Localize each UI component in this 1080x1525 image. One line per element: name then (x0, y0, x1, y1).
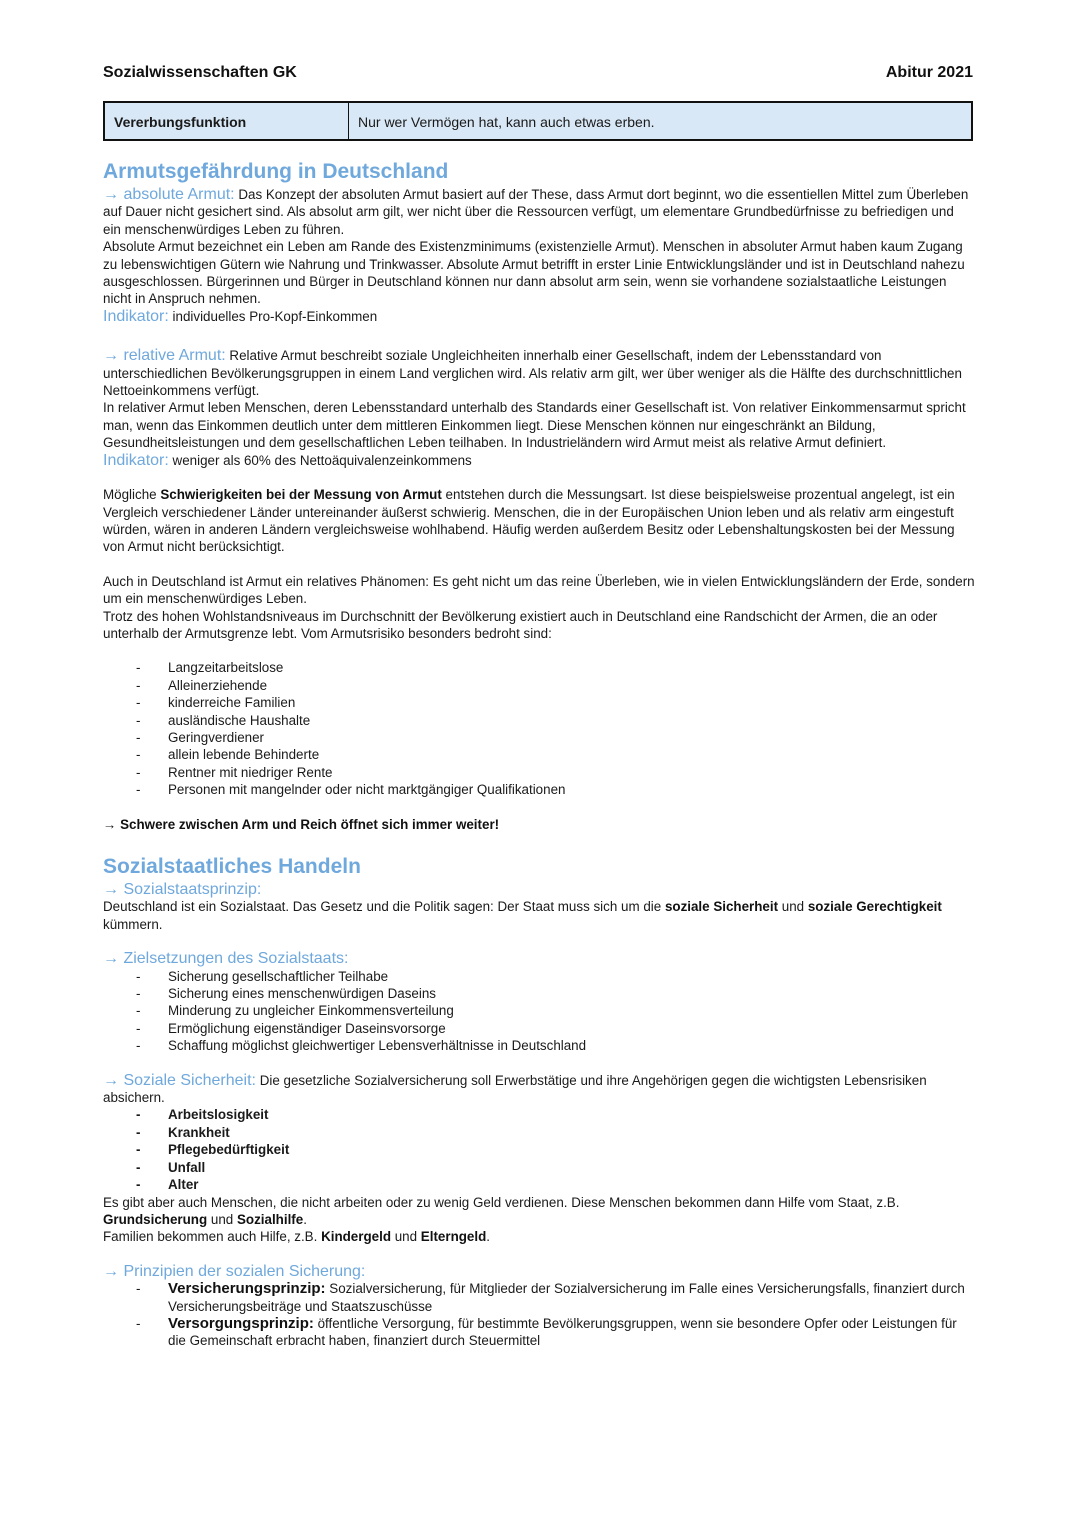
list-item: - Krankheit (133, 1124, 975, 1141)
absolute-armut-label: → absolute Armut: (103, 186, 235, 203)
prinzipien-label: → Prinzipien der sozialen Sicherung: (103, 1262, 366, 1280)
list-item: - Minderung zu ungleicher Einkommensverteilung (133, 1002, 975, 1019)
relative-armut-paragraph-2: In relativer Armut leben Menschen, deren Lebensstandard unterhalb des Standards einer Gesellschaft ist. Von relativer Einkommensarmut spricht man, wenn das Einkommen deutlich unter dem mittleren Einkommen liegt. Diese Menschen können nur eingeschränkt an Bildung, Gesundheitsleistungen und dem gesellschaftlichen Leben teilhaben. In Industrieländern wird Armut meist als relative Armut definiert. (103, 400, 966, 451)
list-item: - kinderreiche Familien (133, 694, 975, 711)
relative-indicator: Indikator: weniger als 60% des Nettoäquivalenzeinkommens (103, 451, 472, 469)
list-item: - ausländische Haushalte (133, 712, 975, 729)
soziale-sicherheit-label: → Soziale Sicherheit: (103, 1071, 256, 1089)
list-item: - Geringverdiener (133, 729, 975, 746)
list-item: - Schaffung möglichst gleichwertiger Lebensverhältnisse in Deutschland (133, 1037, 975, 1054)
absolute-armut-paragraph-2: Absolute Armut bezeichnet ein Leben am Rande des Existenzminimums (existenzielle Armut). Menschen in absoluter Armut haben kaum Zugang zu lebenswichtigen Gütern wie Nahrung und Trinkwasser. Absolute Armut betrifft in erster Linie Entwicklungsländer und ist in Deutschland nahezu ausgeschlossen. Bürgerinnen und Bürger in Deutschland können nur dann absolut arm sein, wenn sie vorhandene sozialstaatliche Leistungen nicht in Anspruch nehmen. (103, 239, 965, 307)
main-content (103, 158, 975, 1350)
conclusion: → Schwere zwischen Arm und Reich öffnet sich immer weiter! (103, 816, 500, 832)
table-term: Vererbungsfunktion (105, 103, 349, 139)
absolute-armut-paragraph: → absolute Armut: Das Konzept der absoluten Armut basiert auf der These, dass Armut dort beginnt, wo die essentiellen Mittel zum Überleben auf Dauer nicht gesichert sind. Als absolut arm gilt, wer nicht über die Ressourcen verfügt, um elementare Grundbedürfnisse zu befriedigen und ein menschenwürdiges Leben zu führen. (103, 186, 969, 237)
sozialstaatsprinzip-label: → Sozialstaatsprinzip: (103, 881, 262, 898)
goal-list (103, 968, 975, 1055)
family-help-paragraph: Familien bekommen auch Hilfe, z.B. Kindergeld und Elterngeld. (103, 1229, 491, 1245)
germany-paragraph-1: Auch in Deutschland ist Armut ein relatives Phänomen: Es geht nicht um das reine Überleben, wie in vielen Entwicklungsländern der Erde, sondern um ein menschenwürdiges Leben. (103, 573, 975, 607)
list-item: - Langzeitarbeitslose (133, 659, 975, 676)
list-item: - Arbeitslosigkeit (133, 1106, 975, 1123)
risk-group-list (103, 659, 975, 798)
list-item: - Sicherung gesellschaftlicher Teilhabe (133, 968, 975, 985)
list-item: - Unfall (133, 1159, 975, 1176)
section-title-sozialstaat: Sozialstaatliches Handeln (103, 855, 361, 878)
principle-list (103, 1280, 975, 1350)
subject-title: Sozialwissenschaften GK (103, 64, 297, 81)
sozialstaatsprinzip-text: Deutschland ist ein Sozialstaat. Das Gesetz und die Politik sagen: Der Staat muss sich um die soziale Sicherheit und soziale Gerechtigkeit kümmern. (103, 899, 942, 932)
exam-title: Abitur 2021 (885, 64, 973, 81)
list-item: - Alter (133, 1176, 975, 1193)
list-item: - Personen mit mangelnder oder nicht marktgängiger Qualifikationen (133, 781, 975, 798)
section-title-armut: Armutsgefährdung in Deutschland (103, 160, 449, 183)
germany-paragraph-2: Trotz des hohen Wohlstandsniveaus im Durchschnitt der Bevölkerung existiert auch in Deutschland eine Randschicht der Armen, die an oder unterhalb der Armutsgrenze lebt. Vom Armutsrisiko besonders bedroht sind: (103, 608, 938, 641)
page-header (103, 64, 973, 86)
list-item: - Versorgungsprinzip: öffentliche Versorgung, für bestimmte Bevölkerungsgruppen, wenn sie besondere Opfer oder Leistungen für die Gemeinschaft erbracht haben, finanziert durch Steuermittel (133, 1315, 975, 1350)
table-definition: Nur wer Vermögen hat, kann auch etwas erben. (358, 114, 655, 130)
relative-armut-paragraph: → relative Armut: Relative Armut beschreibt soziale Ungleichheiten innerhalb einer Gesellschaft, indem der Lebensstandard von unterschiedlichen Bevölkerungsgruppen in einem Land verglichen wird. Als relativ arm gilt, wer über weniger als die Hälfte des durchschnittlichen Nettoeinkommens verfügt. (103, 347, 962, 399)
list-item: - Versicherungsprinzip: Sozialversicherung, für Mitglieder der Sozialversicherung im Falle eines Versicherungsfalls, finanziert durch Versicherungsbeiträge und Staatszuschüsse (133, 1280, 975, 1315)
definition-table (103, 101, 973, 141)
list-item: - Alleinerziehende (133, 677, 975, 694)
list-item: - allein lebende Behinderte (133, 746, 975, 763)
state-help-paragraph: Es gibt aber auch Menschen, die nicht arbeiten oder zu wenig Geld verdienen. Diese Menschen bekommen dann Hilfe vom Staat, z.B. Grundsicherung und Sozialhilfe. (103, 1194, 900, 1227)
soziale-sicherheit-paragraph: → Soziale Sicherheit: Die gesetzliche Sozialversicherung soll Erwerbstätige und ihre Angehörigen gegen die wichtigsten Lebensrisiken absichern. (103, 1071, 927, 1106)
absolute-indicator: Indikator: individuelles Pro-Kopf-Einkommen (103, 307, 378, 325)
list-item: - Rentner mit niedriger Rente (133, 764, 975, 781)
zielsetzungen-label: → Zielsetzungen des Sozialstaats: (103, 950, 349, 968)
list-item: - Pflegebedürftigkeit (133, 1141, 975, 1158)
list-item: - Ermöglichung eigenständiger Daseinsvorsorge (133, 1020, 975, 1037)
relative-armut-label: → relative Armut: (103, 347, 226, 365)
list-item: - Sicherung eines menschenwürdigen Daseins (133, 985, 975, 1002)
life-risk-list (103, 1106, 975, 1193)
measurement-paragraph: Mögliche Schwierigkeiten bei der Messung von Armut entstehen durch die Messungsart. Ist diese beispielsweise prozentual angelegt, ist ein Vergleich verschiedener Länder untereinander äußerst schwierig. Menschen, die in der Europäischen Union leben und als relativ arm eingestuft würden, wären in anderen Ländern vergleichsweise wohlhabend. Häufig werden außerdem Besitz oder Lebenshaltungskosten bei der Messung von Armut nicht berücksichtigt. (103, 487, 955, 555)
